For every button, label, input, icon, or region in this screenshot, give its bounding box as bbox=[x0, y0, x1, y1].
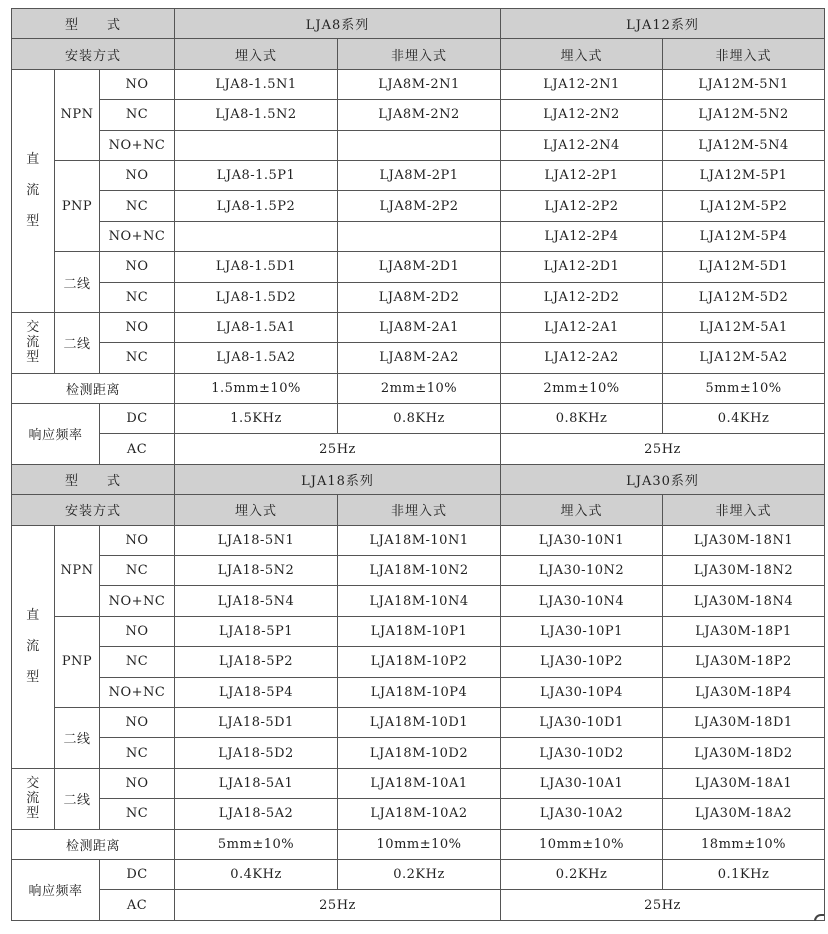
model-number: LJA30M-18P1 bbox=[663, 616, 825, 646]
output-type: NC bbox=[100, 738, 175, 768]
vertical-char: 直 bbox=[26, 608, 40, 624]
series-header-row bbox=[12, 9, 825, 39]
mounting-type: 埋入式 bbox=[501, 39, 663, 69]
model-number: LJA18M-10P4 bbox=[338, 677, 501, 707]
model-number: LJA18M-10N2 bbox=[338, 556, 501, 586]
two-wire-label: 二线 bbox=[55, 707, 100, 768]
model-number: LJA12-2P1 bbox=[501, 160, 663, 190]
ac-type-label bbox=[12, 312, 55, 373]
model-number: LJA30-10A1 bbox=[501, 768, 663, 798]
model-row bbox=[12, 69, 825, 99]
mounting-type: 非埋入式 bbox=[663, 495, 825, 525]
series-header-row bbox=[12, 464, 825, 494]
model-number: LJA18-5P2 bbox=[175, 647, 338, 677]
dc-freq-value: 0.8KHz bbox=[338, 404, 501, 434]
freq-ac-row bbox=[12, 890, 825, 920]
model-number: LJA30-10P4 bbox=[501, 677, 663, 707]
model-number bbox=[175, 221, 338, 251]
model-number: LJA30M-18A2 bbox=[663, 799, 825, 829]
model-number: LJA8-1.5D2 bbox=[175, 282, 338, 312]
model-number: LJA30M-18P2 bbox=[663, 647, 825, 677]
output-type: NO bbox=[100, 616, 175, 646]
freq-dc-row bbox=[12, 404, 825, 434]
output-type: NO bbox=[100, 707, 175, 737]
vertical-char: 型 bbox=[26, 214, 40, 230]
model-row bbox=[12, 282, 825, 312]
model-number: LJA8M-2N2 bbox=[338, 100, 501, 130]
dc-freq-value: 0.2KHz bbox=[501, 859, 663, 889]
model-row bbox=[12, 707, 825, 737]
mounting-type: 非埋入式 bbox=[663, 39, 825, 69]
model-number: LJA18M-10P2 bbox=[338, 647, 501, 677]
model-row bbox=[12, 130, 825, 160]
model-number: LJA18M-10D1 bbox=[338, 707, 501, 737]
pnp-label: PNP bbox=[55, 160, 100, 251]
model-number: LJA18M-10N4 bbox=[338, 586, 501, 616]
dc-label: DC bbox=[100, 404, 175, 434]
model-number: LJA30M-18N4 bbox=[663, 586, 825, 616]
model-number: LJA18-5A1 bbox=[175, 768, 338, 798]
model-number: LJA30-10N2 bbox=[501, 556, 663, 586]
model-number: LJA8-1.5P2 bbox=[175, 191, 338, 221]
freq-label: 响应频率 bbox=[12, 859, 100, 920]
model-number: LJA12-2A1 bbox=[501, 312, 663, 342]
model-row bbox=[12, 586, 825, 616]
model-number: LJA12-2P2 bbox=[501, 191, 663, 221]
distance-value: 5mm±10% bbox=[175, 829, 338, 859]
model-number: LJA8-1.5N1 bbox=[175, 69, 338, 99]
model-number: LJA8M-2D1 bbox=[338, 252, 501, 282]
output-type: NO+NC bbox=[100, 677, 175, 707]
dc-freq-value: 0.1KHz bbox=[663, 859, 825, 889]
dc-type-label bbox=[12, 69, 55, 312]
output-type: NC bbox=[100, 282, 175, 312]
series-a-title: LJA8系列 bbox=[175, 9, 501, 39]
distance-label: 检测距离 bbox=[12, 373, 175, 403]
model-number: LJA8M-2D2 bbox=[338, 282, 501, 312]
distance-label: 检测距离 bbox=[12, 829, 175, 859]
model-number: LJA12-2P4 bbox=[501, 221, 663, 251]
model-number: LJA8-1.5A2 bbox=[175, 343, 338, 373]
model-number: LJA12M-5P2 bbox=[663, 191, 825, 221]
vertical-char: 型 bbox=[26, 806, 40, 822]
distance-value: 10mm±10% bbox=[338, 829, 501, 859]
two-wire-label: 二线 bbox=[55, 252, 100, 313]
output-type: NO bbox=[100, 768, 175, 798]
ac-freq-value: 25Hz bbox=[175, 434, 501, 464]
freq-ac-row bbox=[12, 434, 825, 464]
dc-freq-value: 0.8KHz bbox=[501, 404, 663, 434]
dc-freq-value: 0.4KHz bbox=[663, 404, 825, 434]
model-row bbox=[12, 677, 825, 707]
model-row bbox=[12, 525, 825, 555]
model-number: LJA30M-18P4 bbox=[663, 677, 825, 707]
model-row bbox=[12, 191, 825, 221]
page-curl-mark bbox=[814, 914, 824, 921]
vertical-char: 交 bbox=[26, 320, 40, 336]
two-wire-label: 二线 bbox=[55, 312, 100, 373]
model-number: LJA12M-5D2 bbox=[663, 282, 825, 312]
series-b-title: LJA12系列 bbox=[501, 9, 825, 39]
model-number: LJA30-10N1 bbox=[501, 525, 663, 555]
model-row bbox=[12, 312, 825, 342]
model-number: LJA12M-5A1 bbox=[663, 312, 825, 342]
model-row bbox=[12, 252, 825, 282]
distance-row bbox=[12, 373, 825, 403]
model-number: LJA30-10P2 bbox=[501, 647, 663, 677]
model-number: LJA18-5D2 bbox=[175, 738, 338, 768]
model-number: LJA30-10D1 bbox=[501, 707, 663, 737]
output-type: NO bbox=[100, 160, 175, 190]
model-number: LJA18-5P4 bbox=[175, 677, 338, 707]
output-type: NC bbox=[100, 343, 175, 373]
model-number: LJA12-2A2 bbox=[501, 343, 663, 373]
spec-table bbox=[11, 8, 825, 921]
model-number: LJA30-10A2 bbox=[501, 799, 663, 829]
model-number: LJA18M-10A1 bbox=[338, 768, 501, 798]
mounting-type: 非埋入式 bbox=[338, 39, 501, 69]
distance-value: 18mm±10% bbox=[663, 829, 825, 859]
model-number: LJA18-5N2 bbox=[175, 556, 338, 586]
model-number: LJA8-1.5D1 bbox=[175, 252, 338, 282]
model-row bbox=[12, 100, 825, 130]
ac-freq-value: 25Hz bbox=[501, 434, 825, 464]
output-type: NO bbox=[100, 69, 175, 99]
vertical-char: 交 bbox=[26, 776, 40, 792]
model-number: LJA12M-5D1 bbox=[663, 252, 825, 282]
output-type: NO+NC bbox=[100, 130, 175, 160]
distance-value: 2mm±10% bbox=[338, 373, 501, 403]
distance-value: 2mm±10% bbox=[501, 373, 663, 403]
model-row bbox=[12, 616, 825, 646]
model-number: LJA8M-2P1 bbox=[338, 160, 501, 190]
model-number: LJA30-10P1 bbox=[501, 616, 663, 646]
model-number: LJA18-5N1 bbox=[175, 525, 338, 555]
model-number: LJA8M-2A2 bbox=[338, 343, 501, 373]
model-number: LJA12M-5A2 bbox=[663, 343, 825, 373]
output-type: NO+NC bbox=[100, 586, 175, 616]
model-number: LJA30-10N4 bbox=[501, 586, 663, 616]
distance-value: 10mm±10% bbox=[501, 829, 663, 859]
model-number: LJA12-2N1 bbox=[501, 69, 663, 99]
model-number: LJA12M-5N2 bbox=[663, 100, 825, 130]
type-label: 型 式 bbox=[12, 9, 175, 39]
mounting-label: 安装方式 bbox=[12, 39, 175, 69]
distance-value: 1.5mm±10% bbox=[175, 373, 338, 403]
npn-label: NPN bbox=[55, 69, 100, 160]
mounting-type: 非埋入式 bbox=[338, 495, 501, 525]
model-number: LJA12M-5N1 bbox=[663, 69, 825, 99]
dc-freq-value: 1.5KHz bbox=[175, 404, 338, 434]
model-number: LJA18-5A2 bbox=[175, 799, 338, 829]
ac-label: AC bbox=[100, 890, 175, 920]
dc-type-label bbox=[12, 525, 55, 768]
model-number: LJA30M-18A1 bbox=[663, 768, 825, 798]
vertical-char: 型 bbox=[26, 350, 40, 366]
model-number: LJA30-10D2 bbox=[501, 738, 663, 768]
output-type: NO bbox=[100, 252, 175, 282]
vertical-char: 流 bbox=[26, 183, 40, 199]
vertical-char: 型 bbox=[26, 670, 40, 686]
mounting-type: 埋入式 bbox=[175, 39, 338, 69]
series-b-title: LJA30系列 bbox=[501, 464, 825, 494]
output-type: NO bbox=[100, 312, 175, 342]
freq-label: 响应频率 bbox=[12, 404, 100, 465]
model-number: LJA18-5D1 bbox=[175, 707, 338, 737]
ac-label: AC bbox=[100, 434, 175, 464]
spec-sheet bbox=[11, 8, 824, 921]
model-number: LJA18M-10D2 bbox=[338, 738, 501, 768]
model-row bbox=[12, 738, 825, 768]
model-number: LJA12M-5P1 bbox=[663, 160, 825, 190]
model-number bbox=[175, 130, 338, 160]
output-type: NC bbox=[100, 100, 175, 130]
model-number: LJA12-2D2 bbox=[501, 282, 663, 312]
mounting-label: 安装方式 bbox=[12, 495, 175, 525]
ac-freq-value: 25Hz bbox=[175, 890, 501, 920]
ac-type-label bbox=[12, 768, 55, 829]
model-row bbox=[12, 768, 825, 798]
pnp-label: PNP bbox=[55, 616, 100, 707]
freq-dc-row bbox=[12, 859, 825, 889]
output-type: NO bbox=[100, 525, 175, 555]
model-number: LJA8-1.5P1 bbox=[175, 160, 338, 190]
output-type: NC bbox=[100, 556, 175, 586]
model-number bbox=[338, 221, 501, 251]
model-row bbox=[12, 221, 825, 251]
model-number: LJA12-2D1 bbox=[501, 252, 663, 282]
model-number: LJA30M-18N2 bbox=[663, 556, 825, 586]
two-wire-label: 二线 bbox=[55, 768, 100, 829]
model-number: LJA12M-5N4 bbox=[663, 130, 825, 160]
output-type: NC bbox=[100, 799, 175, 829]
vertical-char: 流 bbox=[26, 335, 40, 351]
spec-table-body bbox=[12, 9, 825, 921]
model-number bbox=[338, 130, 501, 160]
model-number: LJA18M-10N1 bbox=[338, 525, 501, 555]
model-row bbox=[12, 556, 825, 586]
ac-freq-value: 25Hz bbox=[501, 890, 825, 920]
model-number: LJA8M-2A1 bbox=[338, 312, 501, 342]
model-number: LJA12-2N4 bbox=[501, 130, 663, 160]
type-label: 型 式 bbox=[12, 464, 175, 494]
model-number: LJA18M-10A2 bbox=[338, 799, 501, 829]
vertical-char: 直 bbox=[26, 152, 40, 168]
model-number: LJA8-1.5A1 bbox=[175, 312, 338, 342]
model-number: LJA8-1.5N2 bbox=[175, 100, 338, 130]
distance-row bbox=[12, 829, 825, 859]
npn-label: NPN bbox=[55, 525, 100, 616]
mounting-row bbox=[12, 495, 825, 525]
dc-freq-value: 0.2KHz bbox=[338, 859, 501, 889]
model-number: LJA12M-5P4 bbox=[663, 221, 825, 251]
output-type: NC bbox=[100, 647, 175, 677]
mounting-type: 埋入式 bbox=[175, 495, 338, 525]
mounting-type: 埋入式 bbox=[501, 495, 663, 525]
dc-freq-value: 0.4KHz bbox=[175, 859, 338, 889]
model-number: LJA8M-2P2 bbox=[338, 191, 501, 221]
model-number: LJA30M-18D2 bbox=[663, 738, 825, 768]
output-type: NC bbox=[100, 191, 175, 221]
model-number: LJA18-5N4 bbox=[175, 586, 338, 616]
series-a-title: LJA18系列 bbox=[175, 464, 501, 494]
mounting-row bbox=[12, 39, 825, 69]
model-row bbox=[12, 343, 825, 373]
model-row bbox=[12, 647, 825, 677]
model-row bbox=[12, 799, 825, 829]
model-number: LJA30M-18D1 bbox=[663, 707, 825, 737]
model-row bbox=[12, 160, 825, 190]
distance-value: 5mm±10% bbox=[663, 373, 825, 403]
model-number: LJA18-5P1 bbox=[175, 616, 338, 646]
model-number: LJA12-2N2 bbox=[501, 100, 663, 130]
model-number: LJA30M-18N1 bbox=[663, 525, 825, 555]
model-number: LJA18M-10P1 bbox=[338, 616, 501, 646]
model-number: LJA8M-2N1 bbox=[338, 69, 501, 99]
vertical-char: 流 bbox=[26, 791, 40, 807]
output-type: NO+NC bbox=[100, 221, 175, 251]
dc-label: DC bbox=[100, 859, 175, 889]
vertical-char: 流 bbox=[26, 639, 40, 655]
